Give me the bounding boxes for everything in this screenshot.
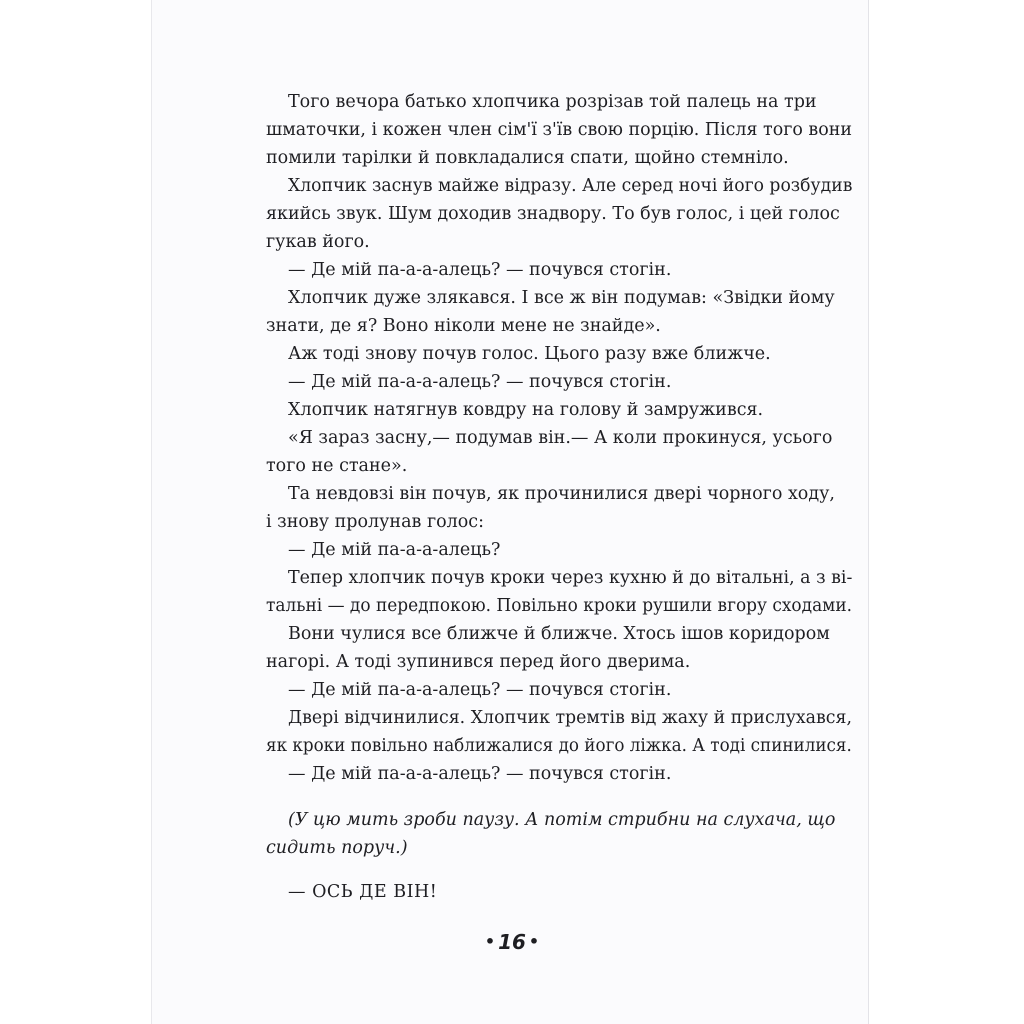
text-line: — Де мій па-а-а-алець? — почувся стогін.	[288, 260, 672, 280]
final-exclamation: — ОСЬ ДЕ ВІН!	[288, 882, 438, 902]
page-number	[0, 930, 1024, 954]
text-line: — Де мій па-а-а-алець?	[288, 540, 501, 560]
text-line: того не стане».	[266, 456, 408, 476]
text-line: і знову пролунав голос:	[266, 512, 484, 532]
text-line: Двері відчинилися. Хлопчик тремтів від жаху й прислухався,	[288, 708, 852, 728]
text-line: гукав його.	[266, 232, 370, 252]
stage-note-line: (У цю мить зроби паузу. А потім стрибни на слухача, що	[288, 810, 836, 830]
text-line: як кроки повільно наближалися до його ліжка. А тоді спинилися.	[266, 736, 852, 756]
text-line: знати, де я? Воно ніколи мене не знайде».	[266, 316, 661, 336]
text-line: помили тарілки й повкладалися спати, щойно стемніло.	[266, 148, 789, 168]
text-line: Аж тоді знову почув голос. Цього разу вже ближче.	[288, 344, 771, 364]
text-line: — Де мій па-а-а-алець? — почувся стогін.	[288, 372, 672, 392]
text-line: шматочки, і кожен член сім'ї з'їв свою порцію. Після того вони	[266, 120, 852, 140]
text-line: Тепер хлопчик почув кроки через кухню й до вітальні, а з ві-	[288, 568, 853, 588]
text-line: нагорі. А тоді зупинився перед його дверима.	[266, 652, 691, 672]
text-line: — Де мій па-а-а-алець? — почувся стогін.	[288, 680, 672, 700]
text-line: — Де мій па-а-а-алець? — почувся стогін.	[288, 764, 672, 784]
text-line: Хлопчик натягнув ковдру на голову й замружився.	[288, 400, 764, 420]
text-line: «Я зараз засну,— подумав він.— А коли прокинуся, усього	[288, 428, 833, 448]
page-number-dot-right: •	[528, 932, 540, 951]
text-line: тальні — до передпокою. Повільно кроки рушили вгору сходами.	[266, 596, 853, 616]
text-line: якийсь звук. Шум доходив знадвору. То був голос, і цей голос	[266, 204, 840, 224]
text-line: Та невдовзі він почув, як прочинилися двері чорного ходу,	[288, 484, 835, 504]
page-number-dot-left: •	[484, 932, 496, 951]
text-line: Вони чулися все ближче й ближче. Хтось ішов коридором	[288, 624, 830, 644]
text-line: Того вечора батько хлопчика розрізав той палець на три	[288, 92, 817, 112]
text-line: Хлопчик заснув майже відразу. Але серед ночі його розбудив	[288, 176, 853, 196]
page-number-value: 16	[498, 930, 526, 954]
stage-note-line: сидить поруч.)	[266, 838, 408, 858]
text-line: Хлопчик дуже злякався. І все ж він подумав: «Звідки йому	[288, 288, 835, 308]
